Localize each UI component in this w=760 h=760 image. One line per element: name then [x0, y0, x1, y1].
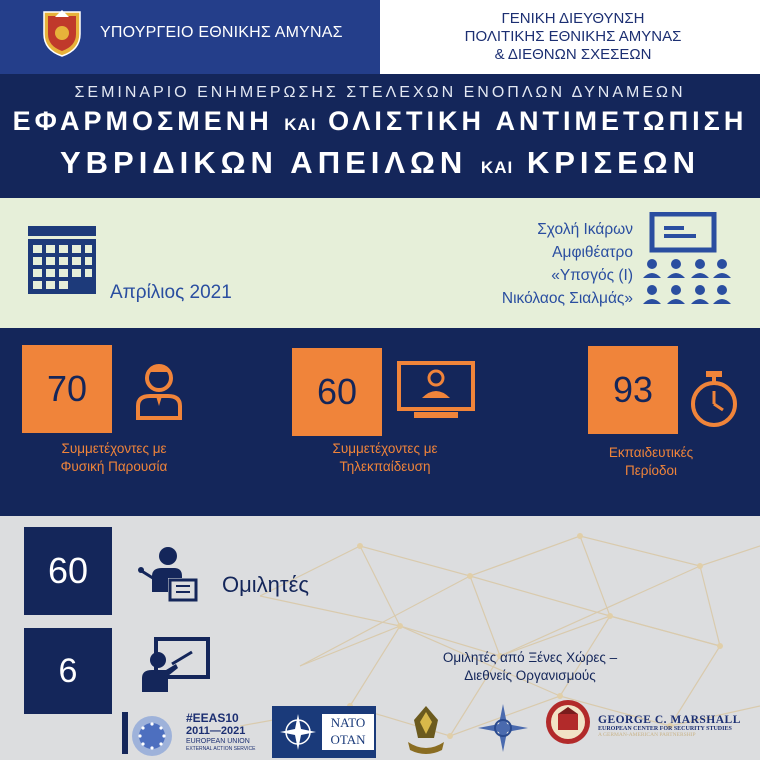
seminar-subtitle: ΣΕΜΙΝΑΡΙΟ ΕΝΗΜΕΡΩΣΗΣ ΣΤΕΛΕΧΩΝ ΕΝΟΠΛΩΝ ΔΥΝΑΜΕΩΝ [74, 84, 686, 101]
speakers-label: Ομιλητές [222, 572, 310, 597]
stat-label-line: Εκπαιδευτικές [608, 445, 694, 460]
stat-label-line: Συμμετέχοντες με [332, 441, 438, 456]
marshall-center-logo [598, 714, 748, 738]
venue-line: Σχολή Ικάρων [537, 221, 633, 238]
eeas-years: 2011—2021 [186, 725, 246, 737]
presenter-icon [138, 544, 200, 602]
directorate-line: & ΔΙΕΘΝΩΝ ΣΧΕΣΕΩΝ [494, 46, 652, 63]
foreign-speakers-count: 6 [24, 628, 112, 714]
directorate-line: ΓΕΝΙΚΗ ΔΙΕΥΘΥΝΣΗ [501, 10, 645, 27]
monitor-person-icon [396, 360, 476, 422]
venue-line: Νικόλαος Σιαλμάς» [501, 290, 633, 307]
stat-label-line: Τηλεκπαίδευση [339, 459, 431, 474]
marshall-subtitle: EUROPEAN CENTER FOR SECURITY STUDIES [598, 726, 732, 732]
marshall-partnership: A GERMAN-AMERICAN PARTNERSHIP [598, 732, 696, 738]
stat-label-line: Συμμετέχοντες με [61, 441, 167, 456]
title-conjunction: ΚΑΙ [284, 115, 317, 134]
teacher-board-icon [136, 636, 212, 694]
main-title-line-2 [0, 145, 760, 181]
directorate-line: ΠΟΛΙΤΙΚΗΣ ΕΘΝΙΚΗΣ ΑΜΥΝΑΣ [464, 28, 682, 45]
foreign-speakers-label [380, 649, 680, 685]
title-word: ΚΡΙΣΕΩΝ [526, 145, 701, 180]
marshall-name: GEORGE C. MARSHALL [598, 714, 741, 726]
nato-wordmark [322, 714, 374, 750]
event-venue [440, 218, 633, 310]
nato-compass-icon [278, 712, 318, 752]
eeas-logo-text [186, 712, 268, 753]
military-emblem-icon [398, 702, 454, 758]
eeas-hashtag: #EEAS10 [186, 711, 239, 725]
nato-text: NATO [330, 715, 366, 730]
stat-value-remote: 60 [292, 348, 382, 436]
stat-label-sessions [588, 444, 714, 480]
eeas-logo-icon [118, 708, 176, 758]
foreign-label-line: Ομιλητές από Ξένες Χώρες – [442, 650, 618, 665]
title-word: ΕΦΑΡΜΟΣΜΕΝΗ [12, 106, 273, 136]
title-conjunction: ΚΑΙ [480, 158, 514, 177]
stat-value-in-person: 70 [22, 345, 112, 433]
compass-star-icon [476, 702, 530, 754]
person-icon [132, 360, 186, 424]
marshall-seal-icon [544, 698, 592, 746]
event-date: Απρίλιος 2021 [110, 282, 232, 303]
eeas-service: EXTERNAL ACTION SERVICE [186, 746, 256, 752]
speakers-count: 60 [24, 527, 112, 615]
stopwatch-icon [688, 370, 740, 428]
stat-label-line: Περίοδοι [625, 463, 677, 478]
nato-logo [272, 706, 376, 758]
calendar-icon [28, 226, 96, 294]
main-title-line-1 [0, 106, 760, 137]
stat-label-line: Φυσική Παρουσία [60, 459, 168, 474]
stat-label-in-person [26, 440, 202, 476]
venue-line: Αμφιθέατρο [552, 244, 633, 261]
ministry-name: ΥΠΟΥΡΓΕΙΟ ΕΘΝΙΚΗΣ ΑΜΥΝΑΣ [100, 24, 343, 41]
title-word: ΥΒΡΙΔΙΚΩΝ ΑΠΕΙΛΩΝ [59, 145, 468, 180]
classroom-icon [636, 212, 734, 312]
otan-text: OTAN [330, 732, 366, 747]
directorate-name [420, 10, 726, 64]
foreign-label-line: Διεθνείς Οργανισμούς [464, 668, 596, 683]
ministry-crest-icon [40, 8, 84, 58]
eeas-eu: EUROPEAN UNION [186, 738, 250, 745]
stat-label-remote [300, 440, 470, 476]
title-word: ΟΛΙΣΤΙΚΗ ΑΝΤΙΜΕΤΩΠΙΣΗ [328, 106, 748, 136]
venue-line: «Υπσγός (Ι) [551, 267, 633, 284]
stat-value-sessions: 93 [588, 346, 678, 434]
